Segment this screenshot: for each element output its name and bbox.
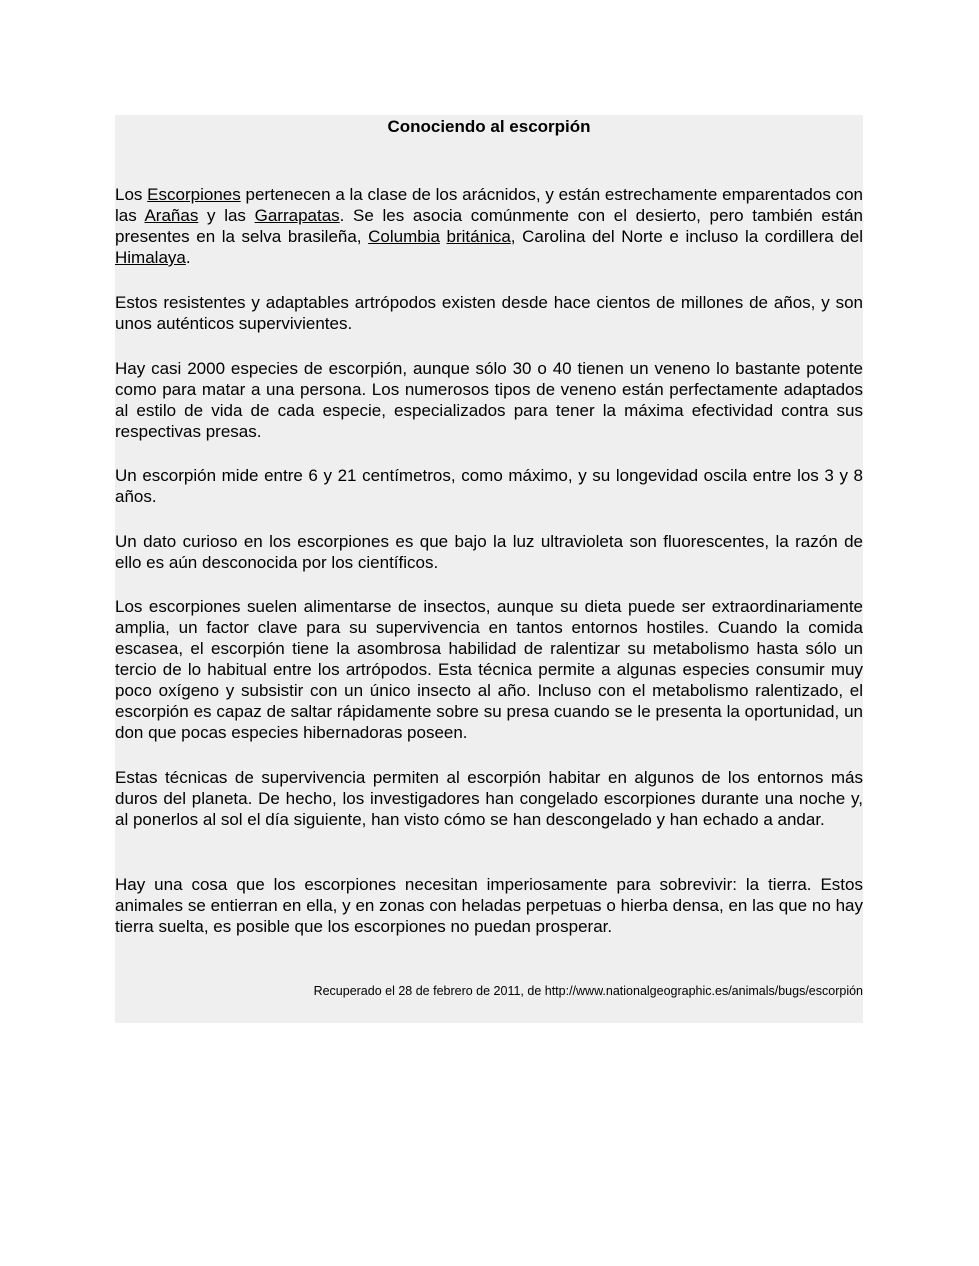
link-aranas[interactable]: Arañas	[144, 206, 199, 225]
link-columbia[interactable]: Columbia	[368, 227, 440, 246]
paragraph-intro	[115, 184, 863, 268]
link-britanica[interactable]: británica	[446, 227, 511, 246]
paragraph: Estos resistentes y adaptables artrópodos existen desde hace cientos de millones de años, y son unos auténticos supervivientes.	[115, 293, 863, 333]
document-title: Conociendo al escorpión	[387, 117, 591, 136]
paragraph: Estas técnicas de supervivencia permiten al escorpión habitar en algunos de los entornos más duros del planeta. De hecho, los investigadores han congelado escorpiones durante una noche y, al ponerlos al sol el día siguiente, han visto cómo se han descongelado y han echado a andar.	[115, 768, 863, 829]
document-body	[115, 115, 863, 1023]
text-segment: .	[185, 248, 191, 267]
paragraph: Hay casi 2000 especies de escorpión, aunque sólo 30 o 40 tienen un veneno lo bastante potente como para matar a una persona. Los numerosos tipos de veneno están perfectamente adaptados al estilo de vida de cada especie, especializados para tener la máxima efectividad contra sus respectivas presas.	[115, 359, 863, 441]
text-segment: , Carolina del Norte e incluso la cordillera del	[510, 227, 863, 246]
text-segment	[440, 227, 447, 246]
link-garrapatas[interactable]: Garrapatas	[254, 206, 340, 225]
paragraph: Los escorpiones suelen alimentarse de insectos, aunque su dieta puede ser extraordinariamente amplia, un factor clave para su supervivencia en tantos entornos hostiles. Cuando la comida escasea, el escorpión tiene la asombrosa habilidad de ralentizar su metabolismo hasta sólo un tercio de lo habitual entre los artrópodos. Esta técnica permite a algunas especies consumir muy poco oxígeno y subsistir con un único insecto al año. Incluso con el metabolismo ralentizado, el escorpión es capaz de saltar rápidamente sobre su presa cuando se le presenta la oportunidad, un don que pocas especies hibernadoras poseen.	[115, 597, 863, 742]
text-segment: pertenecen a la clase de los arácnidos, y están estrechamente emparentados con las	[115, 185, 863, 225]
text-segment: y las	[198, 206, 255, 225]
link-escorpiones[interactable]: Escorpiones	[147, 185, 241, 204]
paragraph: Un escorpión mide entre 6 y 21 centímetros, como máximo, y su longevidad oscila entre los 3 y 8 años.	[115, 466, 863, 506]
text-segment: Los	[115, 185, 148, 204]
source-citation: Recuperado el 28 de febrero de 2011, de http://www.nationalgeographic.es/animals/bugs/escorpión	[313, 984, 863, 998]
text-segment: . Se les asocia comúnmente con el desierto, pero también están presentes en la selva brasileña,	[115, 206, 863, 246]
paragraph: Hay una cosa que los escorpiones necesitan imperiosamente para sobrevivir: la tierra. Estos animales se entierran en ella, y en zonas con heladas perpetuas o hierba densa, en las que no hay tierra suelta, es posible que los escorpiones no puedan prosperar.	[115, 875, 863, 936]
link-himalaya[interactable]: Himalaya	[115, 248, 186, 267]
paragraph: Un dato curioso en los escorpiones es que bajo la luz ultravioleta son fluorescentes, la razón de ello es aún desconocida por los científicos.	[115, 532, 863, 572]
